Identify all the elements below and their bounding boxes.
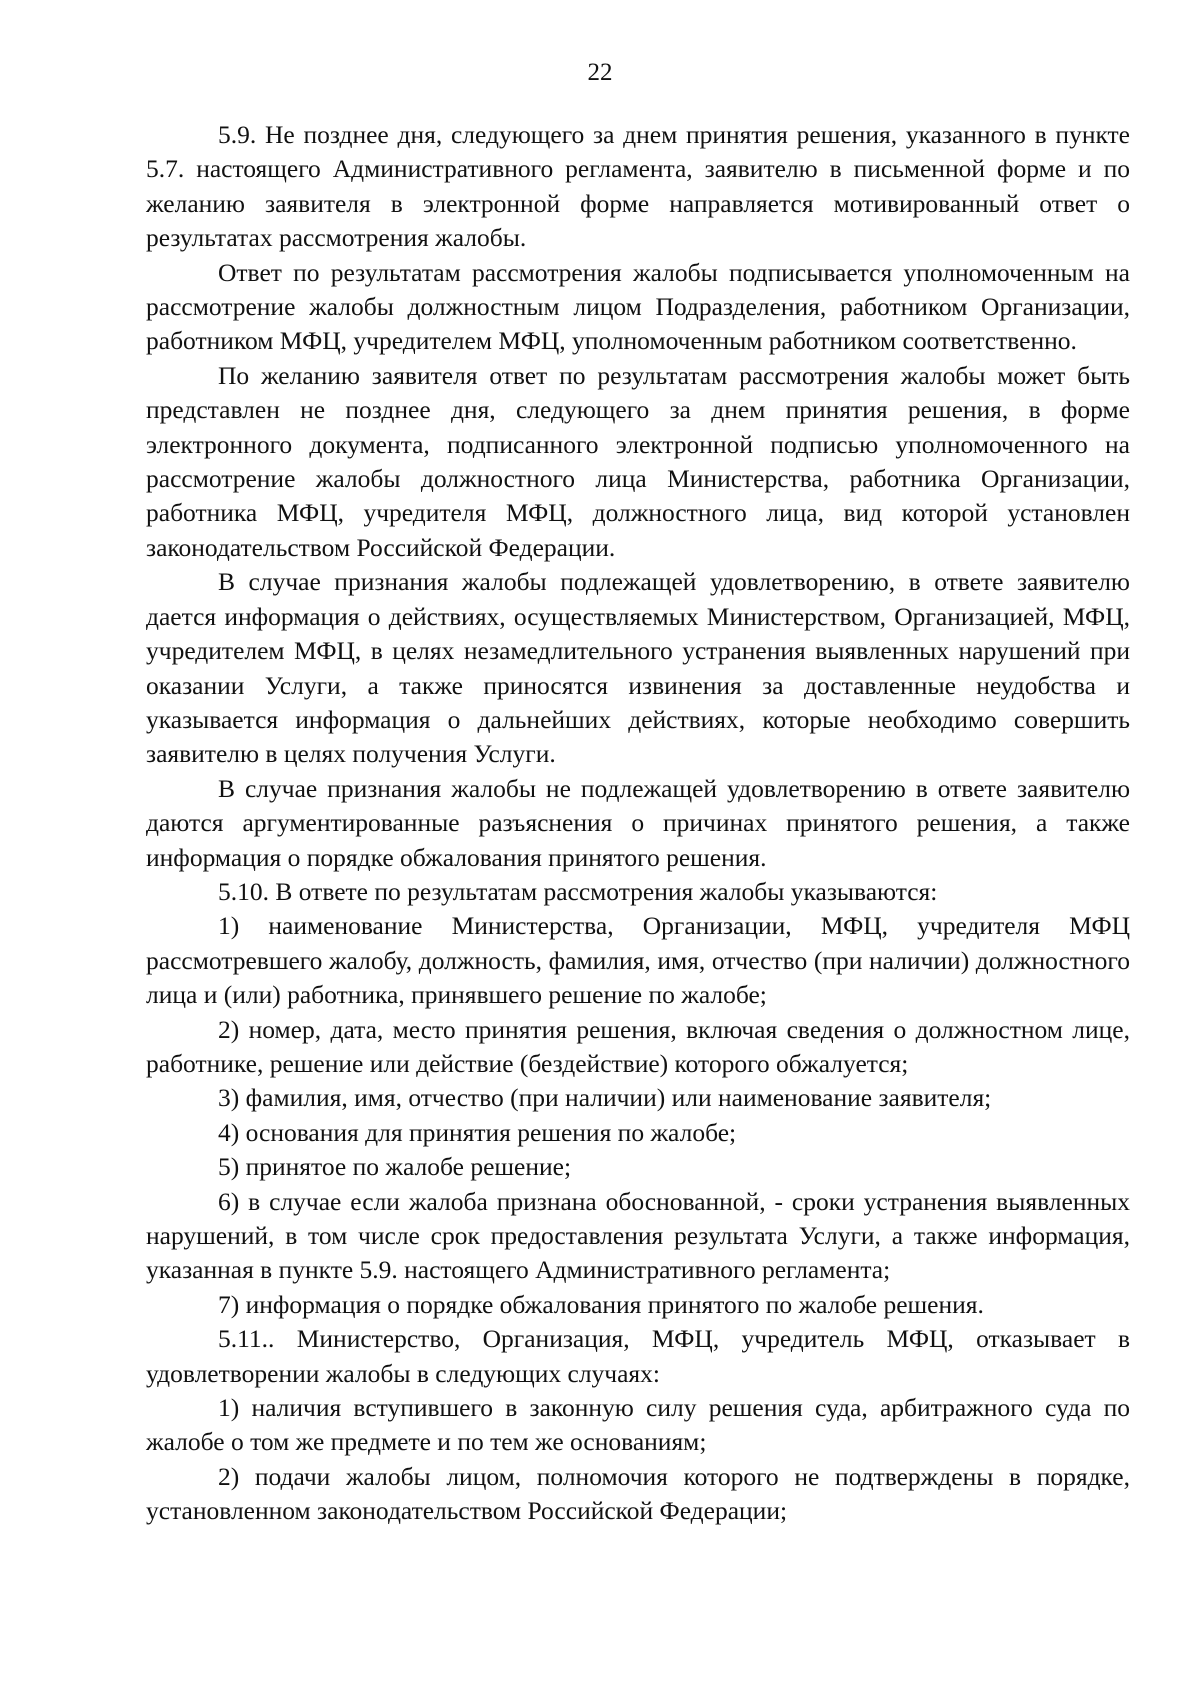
paragraph-complaint-rejected: В случае признания жалобы не подлежащей удовлетворению в ответе заявителю даются аргументированные разъяснения о причинах принятого решения, а также информация о порядке обжалования принятого решения. — [146, 773, 1130, 872]
paragraph-5-10: 5.10. В ответе по результатам рассмотрения жалобы указываются: — [218, 876, 938, 906]
list-item-5-10-6: 6) в случае если жалоба признана обоснованной, - сроки устранения выявленных нарушений, в том числе срок предоставления результата Услуги, а также информация, указанная в пункте 5.9. настоящего Административного регламента; — [146, 1186, 1130, 1285]
list-item-5-11-1: 1) наличия вступившего в законную силу решения суда, арбитражного суда по жалобе о том же предмете и по тем же основаниям; — [146, 1393, 1130, 1457]
list-item-5-10-3: 3) фамилия, имя, отчество (при наличии) или наименование заявителя; — [218, 1083, 992, 1113]
list-item-5-10-7: 7) информация о порядке обжалования принятого по жалобе решения. — [218, 1289, 984, 1319]
list-item-5-10-5: 5) принятое по жалобе решение; — [218, 1152, 572, 1182]
paragraph-electronic-answer: По желанию заявителя ответ по результатам рассмотрения жалобы может быть представлен не позднее дня, следующего за днем принятия решения, в форме электронного документа, подписанного электронной подписью уполномоченного на рассмотрение жалобы должностного лица Министерства, работника Организации, работника МФЦ, учредителя МФЦ, должностного лица, вид которой установлен законодательством Российской Федерации. — [146, 360, 1130, 562]
paragraph-answer-signing: Ответ по результатам рассмотрения жалобы подписывается уполномоченным на рассмотрение жалобы должностным лицом Подразделения, работником Организации, работником МФЦ, учредителем МФЦ, уполномоченным работником соответственно. — [146, 257, 1130, 356]
paragraph-5-11: 5.11.. Министерство, Организация, МФЦ, учредитель МФЦ, отказывает в удовлетворении жалобы в следующих случаях: — [146, 1324, 1130, 1388]
paragraph-complaint-satisfied: В случае признания жалобы подлежащей удовлетворению, в ответе заявителю дается информация о действиях, осуществляемых Министерством, Организацией, МФЦ, учредителем МФЦ, в целях незамедлительного устранения выявленных нарушений при оказании Услуги, а также приносятся извинения за доставленные неудобства и указывается информация о дальнейших действиях, которые необходимо совершить заявителю в целях получения Услуги. — [146, 567, 1130, 769]
document-body — [146, 118, 1130, 1529]
paragraph-5-9: 5.9. Не позднее дня, следующего за днем принятия решения, указанного в пункте 5.7. настоящего Административного регламента, заявителю в письменной форме и по желанию заявителя в электронной форме направляется мотивированный ответ о результатах рассмотрения жалобы. — [146, 120, 1130, 253]
list-item-5-11-2: 2) подачи жалобы лицом, полномочия которого не подтверждены в порядке, установленном законодательством Российской Федерации; — [146, 1461, 1130, 1526]
list-item-5-10-2: 2) номер, дата, место принятия решения, включая сведения о должностном лице, работнике, решение или действие (бездействие) которого обжалуется; — [146, 1014, 1130, 1078]
list-item-5-10-1: 1) наименование Министерства, Организации, МФЦ, учредителя МФЦ рассмотревшего жалобу, должность, фамилия, имя, отчество (при наличии) должностного лица и (или) работника, принявшего решение по жалобе; — [146, 911, 1130, 1010]
list-item-5-10-4: 4) основания для принятия решения по жалобе; — [218, 1117, 737, 1147]
page-number: 22 — [587, 59, 613, 86]
